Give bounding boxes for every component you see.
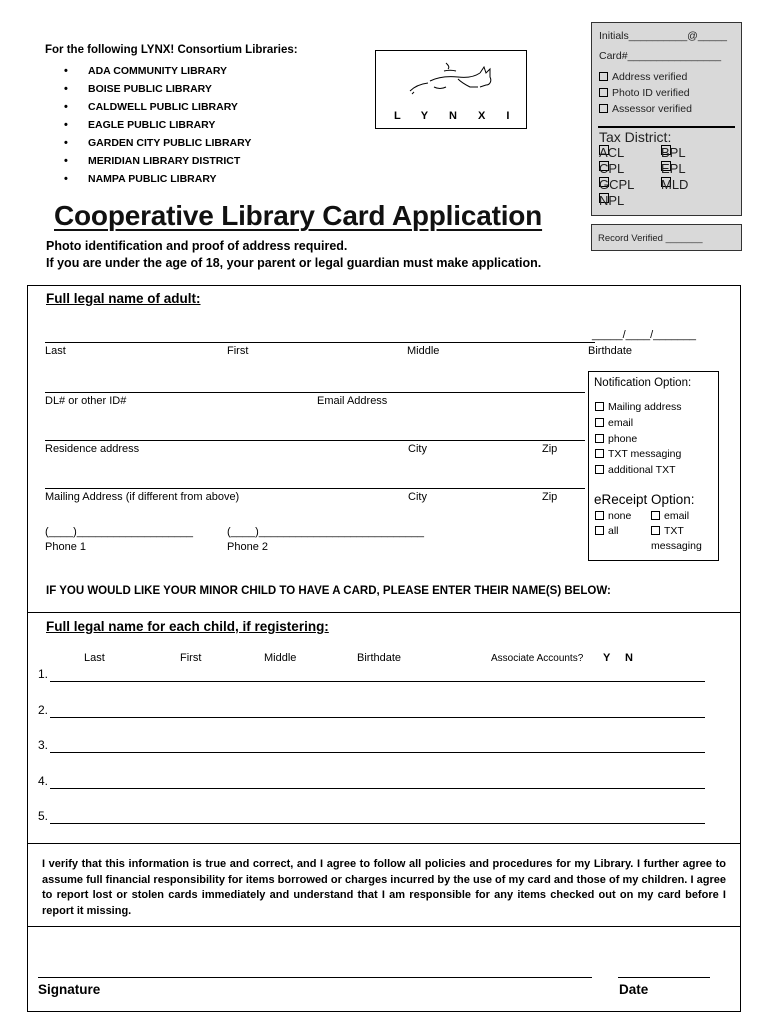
notify-additional-txt-option[interactable]: additional TXT [595,464,676,476]
name-line[interactable] [45,342,595,343]
lynx-cat-icon [404,57,500,103]
section-divider [27,843,741,844]
date-label: Date [619,982,649,997]
section-divider [27,926,741,927]
consortium-intro: For the following LYNX! Consortium Libraries: [45,44,298,56]
check-label: Address verified [612,71,688,83]
signature-line[interactable] [38,977,592,978]
checkbox-icon[interactable] [595,434,604,443]
notify-phone-option[interactable]: phone [595,433,637,445]
child-row-number: 1. [38,667,49,681]
dl-label: DL# or other ID# [45,395,127,407]
checkbox-icon[interactable] [595,526,604,535]
city-label: City [408,491,427,503]
child-birthdate-column: Birthdate [357,652,402,664]
child-row-line[interactable] [50,717,705,718]
notify-email-option[interactable]: email [595,417,633,429]
library-item: • BOISE PUBLIC LIBRARY [64,82,251,100]
ereceipt-txt-option[interactable]: TXT [651,525,684,537]
zip-label: Zip [542,491,558,503]
checkbox-icon[interactable] [599,72,608,81]
child-middle-column: Middle [264,652,297,664]
initials-field[interactable]: Initials__________@_____ [599,30,728,42]
page-title: Cooperative Library Card Application [54,200,543,231]
phone1-blank[interactable]: (____)___________________ [45,526,194,538]
ereceipt-title: eReceipt Option: [594,492,695,507]
tax-district-title: Tax District: [599,129,672,145]
child-row-number: 2. [38,703,49,717]
child-row-line[interactable] [50,823,705,824]
child-row-number: 3. [38,738,49,752]
checkbox-icon[interactable] [595,511,604,520]
associate-yes[interactable]: Y [603,652,611,664]
zip-label: Zip [542,443,558,455]
birthdate-blank[interactable]: _____/____/_______ [592,329,696,341]
mailing-label: Mailing Address (if different from above) [45,491,240,503]
check-label: Assessor verified [612,103,692,115]
phone2-blank[interactable]: (____)___________________________ [227,526,424,538]
associate-no[interactable]: N [625,652,633,664]
residence-line[interactable] [45,440,585,441]
check-label: Photo ID verified [612,87,690,99]
associate-accounts-label: Associate Accounts? [491,653,584,664]
notification-options-box [588,371,719,561]
checkbox-icon[interactable] [595,449,604,458]
verification-statement: I verify that this information is true and correct, and I agree to follow all policies and procedures for my Library. I further agree to assume full financial responsibility for items borrowed or charges incurred by the use of my card and those of my children. I agree to report lost or stolen cards immediately and understand that I am responsible for any items checked out on my card before I report it missing. [42,858,726,917]
child-row-line[interactable] [50,681,705,682]
child-last-column: Last [84,652,105,664]
checkbox-icon[interactable] [651,526,660,535]
logo-text: LYNXI [394,110,531,122]
checkbox-icon[interactable] [595,465,604,474]
child-first-column: First [180,652,202,664]
child-row-line[interactable] [50,752,705,753]
library-item: • EAGLE PUBLIC LIBRARY [64,118,251,136]
section-divider [27,612,741,613]
checkbox-icon[interactable] [595,418,604,427]
guardian-note: If you are under the age of 18, your parent or legal guardian must make application. [46,256,542,270]
checkbox-icon[interactable] [599,104,608,113]
checkbox-icon[interactable] [651,511,660,520]
child-row-number: 5. [38,809,49,823]
id-email-line[interactable] [45,392,585,393]
city-label: City [408,443,427,455]
adult-section-title: Full legal name of adult: [46,291,201,306]
card-number-field[interactable]: Card#________________ [599,50,722,62]
phone2-label: Phone 2 [227,541,268,553]
date-line[interactable] [618,977,710,978]
checkbox-icon[interactable] [595,402,604,411]
child-row-number: 4. [38,774,49,788]
checkbox-icon[interactable] [599,88,608,97]
library-item: • ADA COMMUNITY LIBRARY [64,64,251,82]
library-list [64,64,251,190]
birthdate-label: Birthdate [588,345,633,357]
ereceipt-messaging-label: messaging [651,540,702,552]
ereceipt-email-option[interactable]: email [651,510,689,522]
divider [598,126,735,128]
email-label: Email Address [317,395,388,407]
requirement-note: Photo identification and proof of address required. [46,239,348,253]
signature-label: Signature [38,982,101,997]
notification-title: Notification Option: [594,377,692,389]
residence-label: Residence address [45,443,140,455]
staff-use-box: Initials__________@_____ Card#________________ Address verified Photo ID verified Assessor verified Tax District: ACL BPL CPL EPL GCPL MLD NPL [591,22,742,216]
library-item: • CALDWELL PUBLIC LIBRARY [64,100,251,118]
phone1-label: Phone 1 [45,541,86,553]
address-verified-check[interactable] [599,71,687,83]
ereceipt-all-option[interactable]: all [595,525,619,537]
middle-label: Middle [407,345,440,357]
ereceipt-none-option[interactable]: none [595,510,631,522]
children-section-title: Full legal name for each child, if registering: [46,619,329,634]
library-item: • GARDEN CITY PUBLIC LIBRARY [64,136,251,154]
minor-child-note: IF YOU WOULD LIKE YOUR MINOR CHILD TO HAVE A CARD, PLEASE ENTER THEIR NAME(S) BELOW: [46,585,611,597]
child-row-line[interactable] [50,788,705,789]
photo-id-verified-check[interactable] [599,87,690,99]
first-label: First [227,345,249,357]
assessor-verified-check[interactable] [599,103,692,115]
last-label: Last [45,345,66,357]
record-verified-field[interactable]: Record Verified _______ [591,224,742,251]
notify-mailing-option[interactable]: Mailing address [595,401,682,413]
notify-txt-option[interactable]: TXT messaging [595,448,681,460]
library-item: • NAMPA PUBLIC LIBRARY [64,172,251,190]
library-item: • MERIDIAN LIBRARY DISTRICT [64,154,251,172]
lynx-logo [375,50,531,129]
mailing-line[interactable] [45,488,585,489]
